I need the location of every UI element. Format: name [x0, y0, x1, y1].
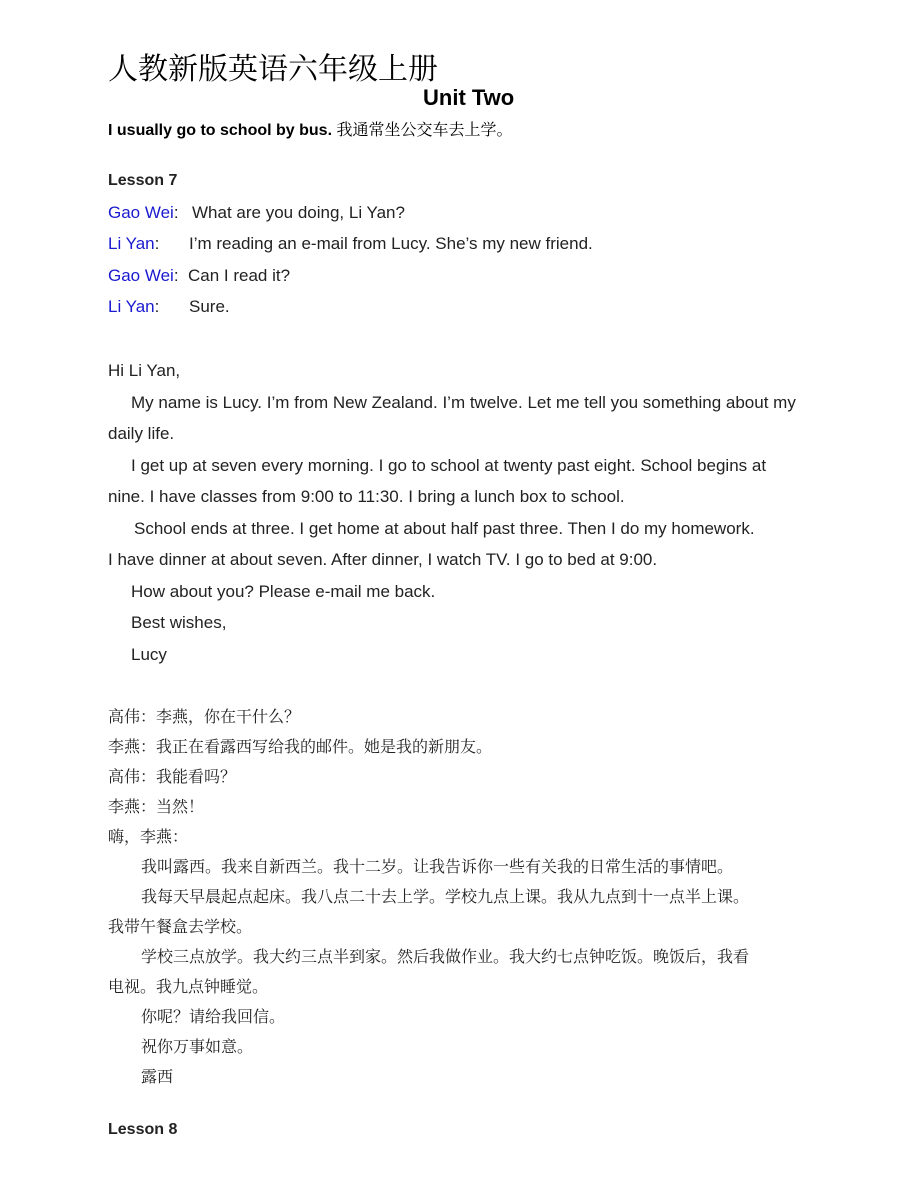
lesson-7-heading: Lesson 7 [108, 172, 178, 189]
speaker-name: Gao Wei [108, 203, 174, 222]
translation-line: 李燕：当然！ [108, 797, 205, 816]
letter-signature: Lucy [131, 645, 167, 664]
letter-line: I have dinner at about seven. After dinner, I watch TV. I go to bed at 9:00. [108, 550, 658, 569]
speaker-name: Li Yan [108, 234, 155, 253]
translation-line: 学校三点放学。我大约三点半到家。然后我做作业。我大约七点钟吃饭。晚饭后，我看 [141, 947, 750, 966]
speaker-name: Gao Wei [108, 266, 174, 285]
translation-line: 我带午餐盒去学校。 [108, 917, 253, 936]
subtitle-chinese: 我通常坐公交车去上学。 [336, 122, 513, 139]
dialogue-line: Li Yan: Sure. [108, 297, 230, 316]
translation-line: 我每天早晨起点起床。我八点二十去上学。学校九点上课。我从九点到十一点半上课。 [141, 887, 750, 906]
letter-line: My name is Lucy. I’m from New Zealand. I’m twelve. Let me tell you something about my [131, 393, 796, 412]
dialogue-text: I’m reading an e-mail from Lucy. She’s my new friend. [189, 234, 593, 253]
translation-line: 你呢？请给我回信。 [141, 1007, 286, 1026]
subtitle-english: I usually go to school by bus. [108, 122, 333, 139]
unit-subtitle [108, 117, 513, 140]
letter-line: Hi Li Yan, [108, 361, 181, 380]
translation-line: 电视。我九点钟睡觉。 [108, 977, 269, 996]
letter-line: School ends at three. I get home at about half past three. Then I do my homework. [134, 519, 755, 538]
letter-line: How about you? Please e-mail me back. [131, 582, 436, 601]
lesson-8-heading: Lesson 8 [108, 1121, 178, 1138]
translation-line: 露西 [141, 1067, 174, 1086]
dialogue-text: Can I read it? [188, 266, 291, 285]
letter-line: I get up at seven every morning. I go to school at twenty past eight. School begins at [131, 456, 767, 475]
dialogue-text: Sure. [189, 297, 230, 316]
book-title: 人教新版英语六年级上册 [108, 52, 438, 87]
dialogue-text: What are you doing, Li Yan? [192, 203, 405, 222]
translation-line: 高伟：李燕，你在干什么？ [108, 707, 301, 726]
translation-line: 李燕：我正在看露西写给我的邮件。她是我的新朋友。 [108, 737, 493, 756]
letter-line: Best wishes, [131, 613, 227, 632]
dialogue-line: Gao Wei: What are you doing, Li Yan? [108, 203, 405, 222]
letter-line: nine. I have classes from 9:00 to 11:30. I bring a lunch box to school. [108, 487, 625, 506]
dialogue-line: Li Yan: I’m reading an e-mail from Lucy. She’s my new friend. [108, 234, 593, 253]
dialogue-line: Gao Wei: Can I read it? [108, 266, 291, 285]
unit-title: Unit Two [423, 85, 515, 110]
translation-line: 祝你万事如意。 [141, 1037, 254, 1056]
speaker-name: Li Yan [108, 297, 155, 316]
translation-line: 我叫露西。我来自新西兰。我十二岁。让我告诉你一些有关我的日常生活的事情吧。 [141, 857, 734, 876]
translation-line: 高伟：我能看吗？ [108, 767, 237, 786]
letter-line: daily life. [108, 424, 175, 443]
translation-line: 嗨，李燕： [108, 827, 189, 846]
